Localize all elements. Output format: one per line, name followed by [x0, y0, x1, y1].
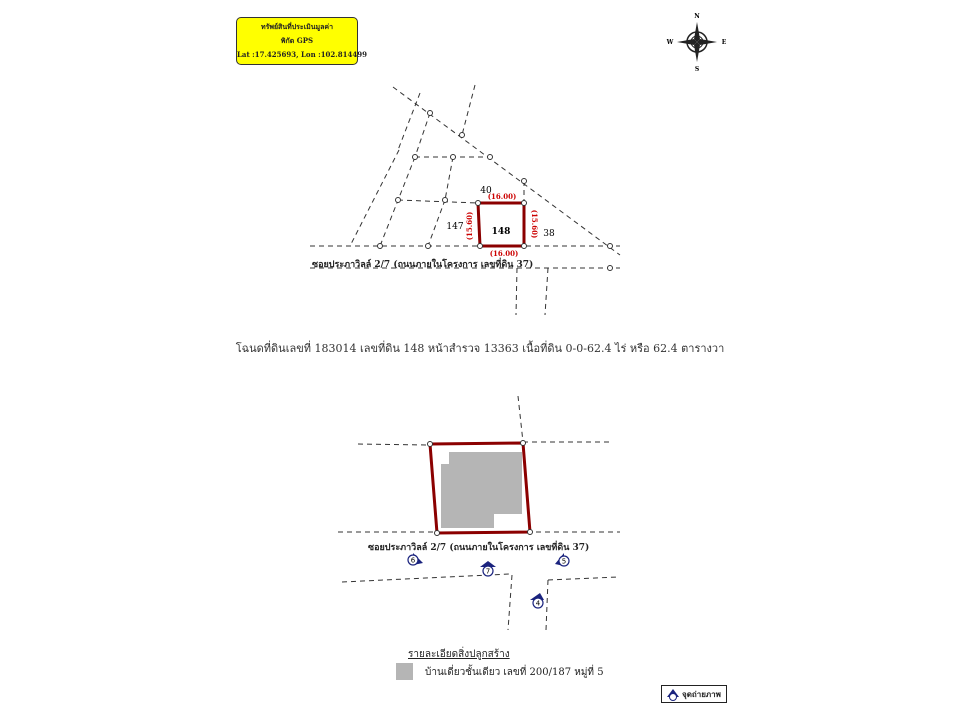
- compass-n: N: [694, 13, 700, 20]
- dim-top-label: (16.00): [487, 192, 517, 201]
- dim-bottom-label: (16.00): [489, 249, 519, 258]
- photo-point-7-label: 7: [485, 567, 491, 576]
- photo-point-6-label: 6: [410, 556, 416, 565]
- subject-parcel-boundary: [478, 203, 524, 246]
- compass-w: W: [666, 39, 674, 46]
- gps-coordinates: Lat :17.425693, Lon :102.814499: [237, 50, 367, 59]
- photo-point-5-label: 5: [561, 557, 567, 566]
- legend-title: รายละเอียดสิ่งปลูกสร้าง: [408, 649, 510, 660]
- gps-subtitle: พิกัด GPS: [280, 36, 314, 45]
- dim-right-label: (15.60): [530, 209, 539, 239]
- legend-building-text: บ้านเดี่ยวชั้นเดียว เลขที่ 200/187 หมู่ที่ 5: [425, 667, 604, 678]
- neighbor-parcel-east: 38: [543, 229, 555, 239]
- neighbor-parcel-north: 40: [480, 186, 492, 196]
- photo-point-5: [555, 553, 569, 566]
- photo-point-key: [661, 685, 727, 703]
- photo-point-4: [530, 593, 544, 608]
- parcel-corner-nodes: [476, 201, 527, 249]
- photo-point-icon: [666, 688, 680, 702]
- top-road-label: ซอยประภาวิลล์ 2/7 (ถนนภายในโครงการ เลขที่ดิน 37): [312, 260, 534, 270]
- compass-e: E: [721, 39, 727, 46]
- parcel-number: 148: [491, 227, 511, 237]
- dim-left-label: (15.60): [465, 211, 474, 241]
- photo-point-7: [480, 561, 496, 576]
- photo-point-4-label: 4: [535, 599, 541, 608]
- photo-point-key-label: จุดถ่ายภาพ: [682, 689, 721, 699]
- top-map-lines: [310, 85, 620, 315]
- compass-s: S: [694, 66, 700, 73]
- deed-info-text: โฉนดที่ดินเลขที่ 183014 เลขที่ดิน 148 หน้าสำรวจ 13363 เนื้อที่ดิน 0-0-62.4 ไร่ หรือ 62.4 ตารางวา: [235, 342, 725, 355]
- neighbor-parcel-west: 147: [446, 222, 464, 232]
- photo-point-6: [408, 553, 423, 565]
- compass-rose-icon: [666, 13, 727, 73]
- bottom-road-label: ซอยประภาวิลล์ 2/7 (ถนนภายในโครงการ เลขที่ดิน 37): [368, 543, 590, 553]
- legend-building-swatch: [396, 663, 413, 680]
- gps-title: ทรัพย์สินที่ประเมินมูลค่า: [260, 22, 334, 31]
